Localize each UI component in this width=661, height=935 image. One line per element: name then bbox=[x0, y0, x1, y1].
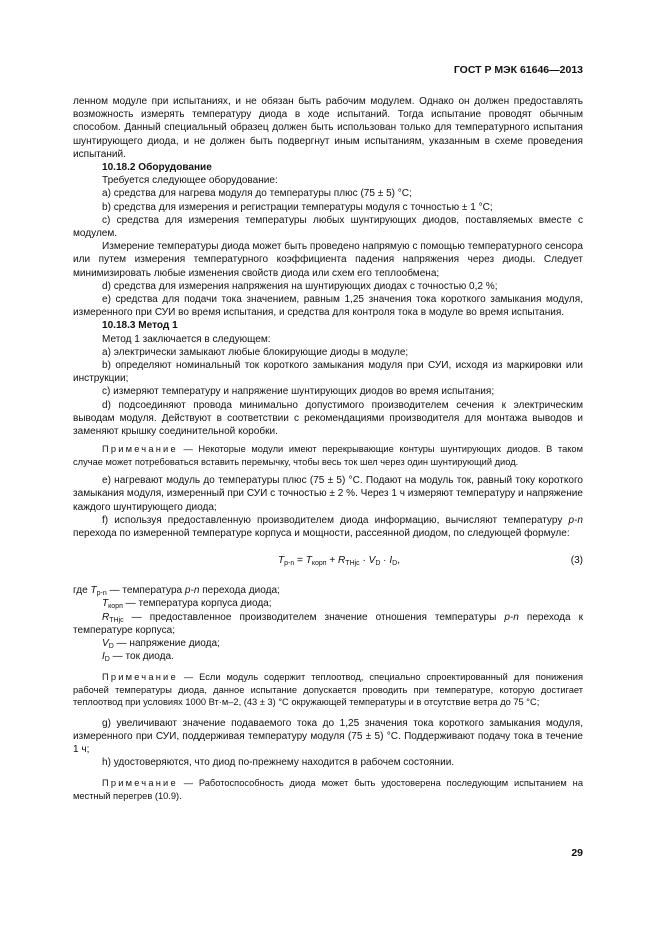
note-3 bbox=[73, 777, 583, 802]
equipment-item-d: d) средства для измерения напряжения на шунтирующих диодах с точностью 0,2 %; bbox=[102, 280, 498, 292]
equipment-lead: Требуется следующее оборудование: bbox=[102, 175, 278, 187]
method-item-b: b) определяют номинальный ток короткого замыкания модуля при СУИ, исходя из маркировки или инструкции; bbox=[73, 360, 583, 385]
note-2 bbox=[73, 671, 583, 708]
note-label: Примечание bbox=[102, 444, 178, 455]
formula-number: (3) bbox=[570, 555, 583, 567]
note-label: Примечание bbox=[102, 778, 178, 789]
formula-3 bbox=[73, 554, 583, 570]
definition-v-d: $V_D$ — напряжение диода; bbox=[102, 637, 220, 650]
page-number: 29 bbox=[571, 847, 583, 859]
method-item-c: c) измеряют температуру и напряжение шунтирующих диодов во время испытания; bbox=[102, 386, 495, 398]
definition-t-korp: $T_{корп}$ — температура корпуса диода; bbox=[102, 598, 272, 611]
equipment-item-a: a) средства для нагрева модуля до температуры плюс (75 ± 5) °С; bbox=[102, 188, 412, 200]
diode-measurement-paragraph: Измерение температуры диода может быть проведено напрямую с помощью температурного сенсора или путем измерения температурного коэффициента падения напряжения через диоды. Следует минимизировать любые изменения свойств диода или схем его теплообмена; bbox=[73, 241, 583, 279]
section-heading-method-1: 10.18.3 Метод 1 bbox=[102, 320, 178, 332]
note-1 bbox=[73, 443, 583, 468]
document-header: ГОСТ Р МЭК 61646—2013 bbox=[453, 64, 583, 76]
page-content bbox=[73, 95, 583, 808]
method-item-d: d) подсоединяют провода минимально допустимого производителем сечения к электрическим выводам модуля. Действуют в соответствии с рекомендациями производителя для монтажа выводов и заменяют крышку соединительной коробки. bbox=[73, 399, 583, 438]
note-label: Примечание bbox=[102, 672, 178, 683]
definition-t-pn: где $T_{p-n}$ — температура p-n перехода диода; bbox=[73, 585, 280, 598]
equipment-item-e: e) средства для подачи тока значением, равным 1,25 значения тока короткого замыкания модуля, измеренного при СУИ во время испытания, и средства для контроля тока в модуле во время испытания. bbox=[73, 294, 583, 319]
method-item-h: h) удостоверяются, что диод по-прежнему находится в рабочем состоянии. bbox=[102, 757, 455, 769]
note-text: — Работоспособность диода может быть удостоверена последующим испытанием на местный перегрев (10.9). bbox=[73, 778, 583, 801]
definition-r-thjc: $R_{THjc}$ — предоставленное производителем значение отношения температуры p-n перехода к температуре корпуса; bbox=[73, 611, 583, 636]
intro-paragraph: ленном модуле при испытаниях, и не обязан быть рабочим модулем. Однако он должен предоставлять возможность измерять температуру диода в ходе испытаний. Тогда испытание проводят обычным способом. Данный специальный образец должен быть использован только для температурного испытания шунтирующего диода, и не должен быть подвергнут иным испытаниям, указанным в схеме проведения испытаний. bbox=[73, 96, 583, 160]
section-heading-equipment: 10.18.2 Оборудование bbox=[102, 162, 212, 174]
method-item-g: g) увеличивают значение подаваемого тока до 1,25 значения тока короткого замыкания модуля, измеренного при СУИ, поддерживая температуру модуля (75 ± 5) °С. Поддерживают подачу тока в течение 1 ч; bbox=[73, 717, 583, 755]
note-text: — Некоторые модули имеют перекрывающие контуры шунтирующих диодов. В таком случае может потребоваться вставить перемычку, чтобы весь ток шел через один шунтирующий диод. bbox=[73, 444, 583, 467]
note-text: — Если модуль содержит теплоотвод, специально спроектированный для понижения рабочей температуры диода, данное испытание допускается проводить при температуре, которую достигает теплоотвод при условиях 1000 Вт·м–2, (43 ± 3) °С окружающей температуры и в отсутствие ветра до 75 °С; bbox=[73, 672, 583, 708]
equipment-item-b: b) средства для измерения и регистрации температуры модуля с точностью ± 1 °С; bbox=[102, 201, 493, 213]
method-item-e: e) нагревают модуль до температуры плюс (75 ± 5) °С. Подают на модуль ток, равный току короткого замыкания модуля, измеренный при СУИ с точностью ± 2 %. Через 1 ч измеряют температуру и напряжение каждого шунтирующего диода; bbox=[73, 475, 583, 513]
method-item-f: f) используя предоставленную производителем диода информацию, вычисляют температуру p-n перехода по измеренной температуре корпуса и мощности, рассеянной диодом, по следующей формуле: bbox=[73, 514, 583, 539]
formula-expression: $T_{p-n} = T_{корп} + R_{THjc} \cdot V_D \cdot I_D$, bbox=[278, 555, 400, 568]
formula-definitions bbox=[73, 584, 583, 663]
method-lead: Метод 1 заключается в следующем: bbox=[102, 333, 271, 345]
definition-i-d: $I_D$ — ток диода. bbox=[102, 651, 174, 664]
equipment-item-c: c) средства для измерения температуры любых шунтирующих диодов, поставляемых вместе с модулем. bbox=[73, 214, 583, 240]
method-item-a: a) электрически замыкают любые блокирующие диоды в модуле; bbox=[102, 346, 409, 358]
